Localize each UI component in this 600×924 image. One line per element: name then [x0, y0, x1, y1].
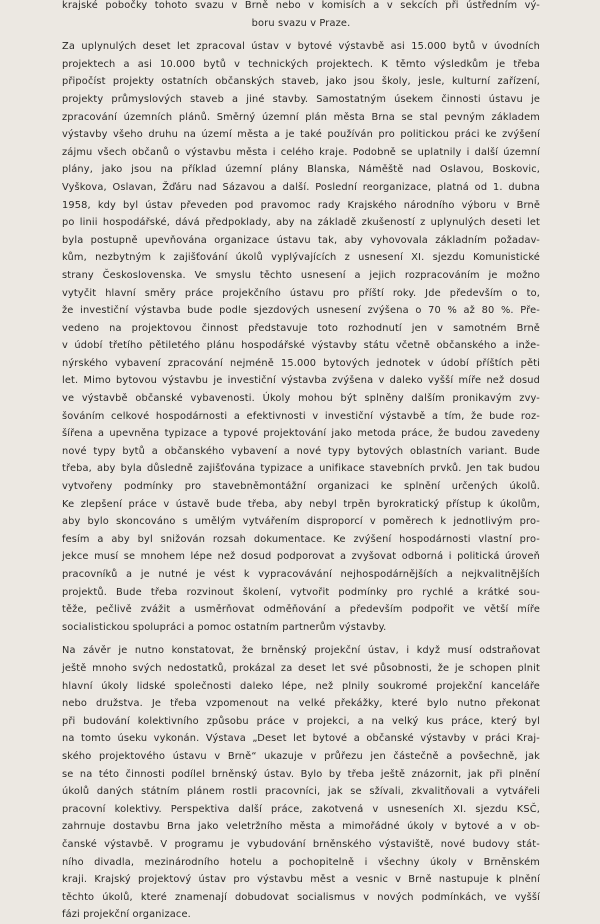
text-line: nebo družstva. Je třeba vzpomenout na velké překážky, které bylo nutno překonat: [62, 698, 540, 710]
text-line: vytvořeny podmínky pro stavebněmontážní organizaci ke splnění určených úkolů.: [62, 481, 540, 493]
text-line: byla postupně upevňována organizace ústavu tak, aby vyhovovala základním požadav-: [62, 234, 540, 246]
text-line: zahrnuje dostavbu Brna jako veletržního města a mimořádné úkoly v bytové a v ob-: [62, 821, 540, 833]
text-line: pracovníků a je nutné je vést k vypracovávání nejhospodárnějších a nejkvalitnějších: [62, 569, 540, 580]
text-line: 1958, kdy byl ústav převeden pod pravomoc rady Krajského národního výboru v Brně: [62, 199, 540, 211]
text-line: plány, jako jsou na příklad územní plány Blanska, Náměště nad Oslavou, Boskovic,: [62, 164, 540, 176]
text-line: fázi projekční organizace.: [62, 909, 191, 921]
text-line: výstavby všeho druhu na území města a je také používán pro politickou práci ke zvýšení: [62, 129, 540, 141]
text-line: v údobí třetího pětiletého plánu hospodářské výstavby státu včetně občanského a inže-: [62, 340, 540, 352]
paragraph-1: [62, 0, 540, 32]
text-line: čanské výstavbě. V programu je vybudování brněnského výstaviště, nové budovy stát-: [62, 838, 540, 850]
text-line: hlavní úkoly lidské společnosti daleko lépe, než plnily soukromé projekční kanceláře: [62, 680, 540, 692]
text-line: krajské pobočky tohoto svazu v Brně nebo v komisích a v sekcích při ústředním vý-: [62, 0, 540, 11]
text-column: [62, 0, 540, 924]
text-line: boru svazu v Praze.: [251, 17, 351, 29]
text-line: úkolů daných státním plánem rostli pracovníci, jak se sžívali, zkvalitňovali a vytvářeli: [62, 786, 540, 798]
text-line: po linii hospodářské, dává předpoklady, aby na základě zkušeností z uplynulých deseti let: [62, 217, 540, 229]
text-line: na tomto úseku vykonán. Výstava „Deset let bytové a občanské výstavby v práci Kraj-: [62, 733, 540, 745]
text-line: strany Československa. Ve smyslu těchto usnesení a jejich rozpracováním je možno: [62, 269, 540, 281]
text-line: třeba, aby byla důsledně zajišťována typizace a unifikace stavebních prvků. Jen tak budou: [62, 463, 540, 475]
text-line: zpracování územních plánů. Směrný územní plán města Brna se stal pevným základem: [62, 111, 540, 123]
text-line: šováním celkové hospodárnosti a efektivnosti v investiční výstavbě a tím, že bude roz-: [62, 410, 540, 422]
text-line: Ke zlepšení práce v ústavě bude třeba, aby nebyl trpěn byrokratický přístup k úkolům,: [62, 498, 540, 510]
text-line: pracovní kolektivy. Perspektiva další práce, zakotvená v usneseních XI. sjezdu KSČ,: [62, 803, 540, 815]
text-line: projektů. Bude třeba rozvinout školení, vytvořit podmínky pro rychlé a krátké sou-: [62, 586, 540, 598]
text-line: vytyčit hlavní směry práce projekčního ústavu pro příští roky. Jde především o to,: [62, 287, 540, 299]
paragraph-2: [62, 38, 540, 636]
text-line: kům, nezbytným k zajišťování úkolů vyplývajících z usnesení XI. sjezdu Komunistické: [62, 252, 540, 264]
text-line: zájmu všech občanů o výstavbu města i celého kraje. Podobně se uplatnily i další územní: [62, 146, 540, 158]
paragraph-3: [62, 642, 540, 924]
text-line: nýrského vybavení zpracování nejméně 15.000 bytových jednotek v údobí příštích pěti: [62, 357, 540, 369]
text-line: ního divadla, mezinárodního hotelu a pochopitelně i všechny úkoly v Brněnském: [62, 856, 540, 868]
text-line: ještě mnoho svých nedostatků, prokázal za deset let své působnosti, že je schopen plnit: [62, 662, 540, 674]
text-line: šířena a upevněna typizace a typové projektování jako metoda práce, že budou zavedeny: [62, 428, 540, 440]
text-line: kraji. Krajský projektový ústav pro výstavbu měst a vesnic v Brně nastupuje k plnění: [62, 874, 540, 886]
text-line: těže, pečlivě zvážit a usměrňovat odměňování a především podpořit ve větší míře: [62, 604, 540, 616]
text-line: že investiční výstavba bude podle sjezdových usnesení zvýšena o 70 % až 80 %. Pře-: [62, 305, 540, 317]
text-line: těchto úkolů, které znamenají dobudovat socialismus v nových podmínkách, ve vyšší: [62, 891, 540, 903]
text-line: ve výstavbě občanské vybavenosti. Úkoly mohou být splněny dalším pronikavým zvy-: [62, 393, 540, 405]
text-line: ského projektového ústavu v Brně“ ukazuje v průřezu jen částečně a povšechně, jak: [62, 750, 540, 762]
text-line: Za uplynulých deset let zpracoval ústav v bytové výstavbě asi 15.000 bytů v úvodních: [62, 41, 540, 53]
text-line: vedeno na projektovou činnost představuje toto rozhodnutí jen v samotném Brně: [62, 322, 540, 334]
text-line: projektech a asi 10.000 bytů v technických projektech. K těmto výsledkům je třeba: [62, 58, 540, 70]
text-line: Na závěr je nutno konstatovat, že brněnský projekční ústav, i když musí odstraňovat: [62, 645, 540, 657]
text-line: jekce musí se mnohem lépe než dosud podporovat a zvyšovat odborná i politická úroveň: [62, 551, 540, 563]
text-line: aby bylo skoncováno s umělým vytvářením disproporcí v poměrech k jednotlivým pro-: [62, 516, 540, 528]
text-line: projekty průmyslových staveb a jiné stavby. Samostatným úsekem činnosti ústavu je: [62, 93, 540, 105]
text-line: fesím a aby byl snižován rozsah dokumentace. Ke zvýšení hospodárnosti vlastní pro-: [62, 533, 540, 545]
text-line: let. Mimo bytovou výstavbu je investiční výstavba zvýšena v daleko vyšší míře než dosud: [62, 375, 540, 387]
text-line: připočíst projekty ostatních občanských staveb, jako jsou školy, jesle, kulturní zařízení,: [62, 76, 540, 88]
text-line: nové typy bytů a občanského vybavení a nové typy bytových oblastních variant. Bude: [62, 445, 540, 457]
text-line: socialistickou spolupráci a pomoc ostatním partnerům výstavby.: [62, 621, 387, 633]
text-line: se na této činnosti podílel brněnský ústav. Bylo by třeba ještě znázornit, jak při plnění: [62, 768, 540, 780]
text-line: Vyškova, Oslavan, Žďáru nad Sázavou a další. Poslední reorganizace, platná od 1. dubna: [62, 181, 540, 193]
text-line: při budování kolektivního způsobu práce v projekci, a na velký kus práce, který byl: [62, 715, 540, 727]
